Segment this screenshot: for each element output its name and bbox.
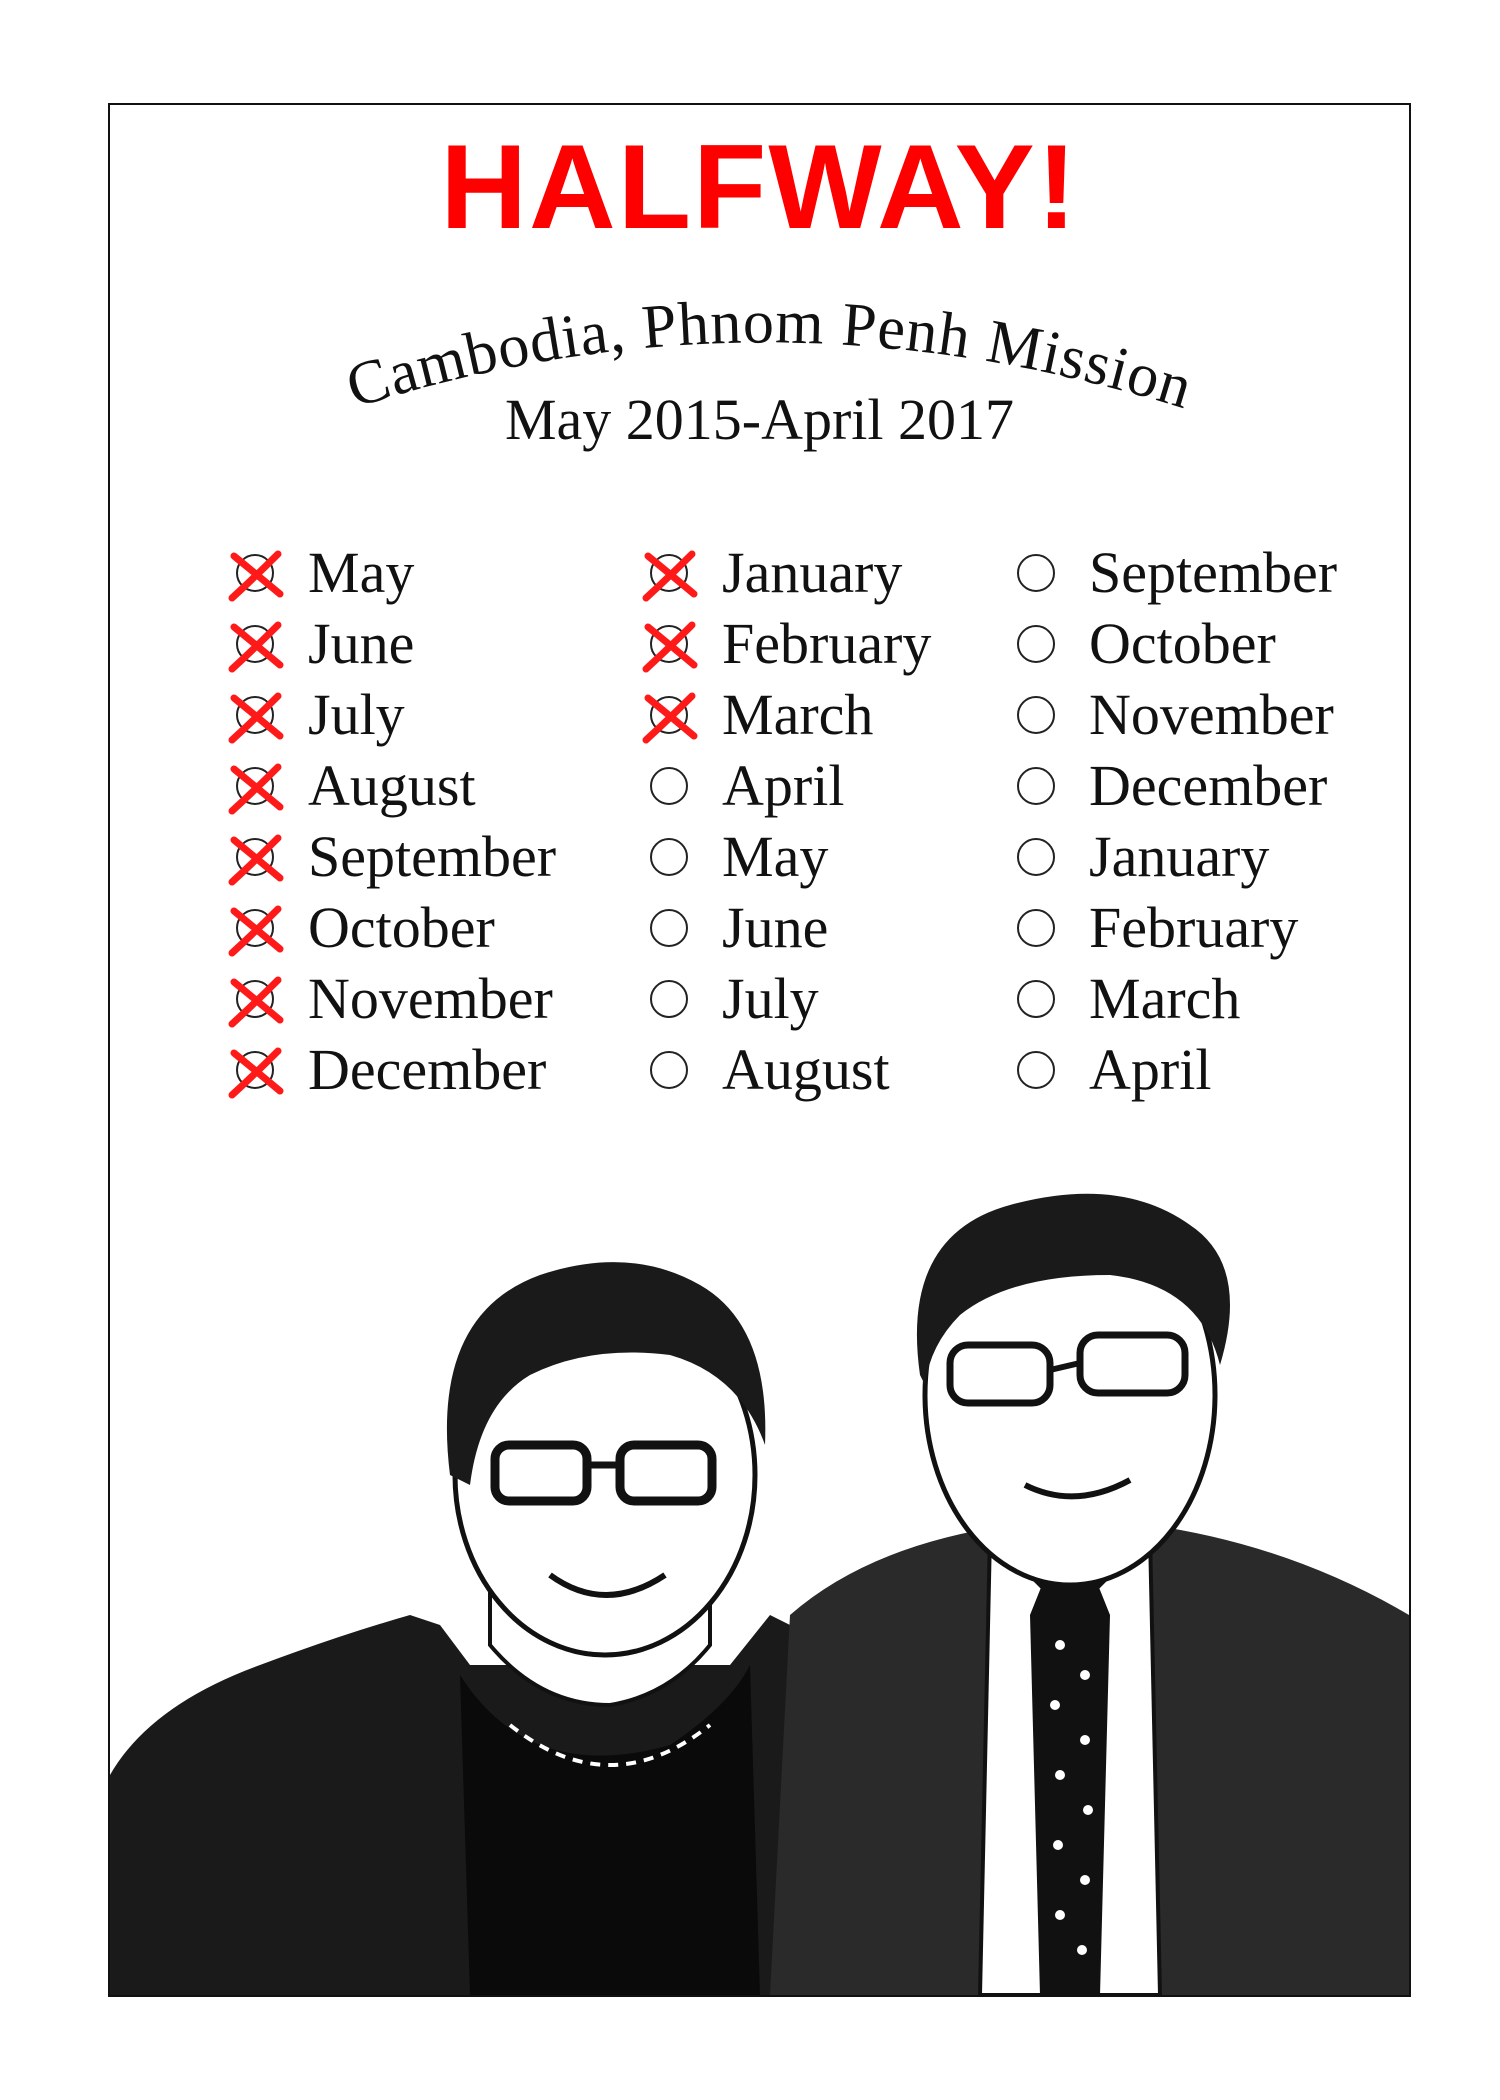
month-item: [236, 608, 556, 679]
checkbox-circle-icon: [1017, 1051, 1055, 1089]
month-label: June: [308, 611, 415, 676]
month-column-1: [236, 537, 556, 1105]
month-item: [236, 750, 556, 821]
month-label: January: [722, 540, 903, 605]
month-label: February: [722, 611, 932, 676]
month-item: [1017, 963, 1337, 1034]
checkbox-circle-icon: [650, 1051, 688, 1089]
month-item: [650, 821, 931, 892]
month-item: [650, 537, 931, 608]
red-cross-mark-icon: [226, 899, 288, 961]
checkbox-circle-icon: [650, 909, 688, 947]
checkbox-circle-icon: [236, 696, 274, 734]
month-item: [650, 750, 931, 821]
month-item: [650, 679, 931, 750]
checkbox-circle-icon: [1017, 909, 1055, 947]
headline: HALFWAY!: [440, 120, 1079, 254]
month-label: August: [722, 1037, 890, 1102]
checkbox-circle-icon: [236, 838, 274, 876]
checkbox-circle-icon: [1017, 554, 1055, 592]
month-item: [650, 608, 931, 679]
month-label: March: [1089, 966, 1241, 1031]
month-label: November: [308, 966, 553, 1031]
red-cross-mark-icon: [226, 970, 288, 1032]
month-label: July: [722, 966, 819, 1031]
red-cross-mark-icon: [226, 686, 288, 748]
checkbox-circle-icon: [650, 838, 688, 876]
red-cross-mark-icon: [640, 686, 702, 748]
month-column-3: [1017, 537, 1337, 1105]
checkbox-circle-icon: [650, 767, 688, 805]
mission-title-text: Cambodia, Phnom Penh Mission: [338, 288, 1201, 423]
checkbox-circle-icon: [1017, 696, 1055, 734]
month-item: [650, 963, 931, 1034]
checkbox-circle-icon: [236, 625, 274, 663]
month-label: October: [1089, 611, 1276, 676]
month-label: September: [308, 824, 557, 889]
checkbox-circle-icon: [1017, 625, 1055, 663]
checkbox-circle-icon: [236, 909, 274, 947]
month-item: [650, 892, 931, 963]
month-label: December: [308, 1037, 547, 1102]
month-item: [236, 537, 556, 608]
red-cross-mark-icon: [226, 615, 288, 677]
red-cross-mark-icon: [640, 544, 702, 606]
checkbox-circle-icon: [650, 625, 688, 663]
month-item: [1017, 750, 1337, 821]
month-label: April: [1089, 1037, 1212, 1102]
month-label: February: [1089, 895, 1299, 960]
month-label: May: [308, 540, 415, 605]
checkbox-circle-icon: [1017, 980, 1055, 1018]
month-item: [1017, 892, 1337, 963]
month-item: [236, 963, 556, 1034]
month-item: [236, 679, 556, 750]
month-item: [236, 892, 556, 963]
month-label: January: [1089, 824, 1270, 889]
checkbox-circle-icon: [236, 554, 274, 592]
month-label: July: [308, 682, 405, 747]
month-item: [1017, 679, 1337, 750]
checkbox-circle-icon: [236, 980, 274, 1018]
red-cross-mark-icon: [640, 615, 702, 677]
month-item: [236, 821, 556, 892]
month-item: [1017, 537, 1337, 608]
month-item: [650, 1034, 931, 1105]
month-label: May: [722, 824, 829, 889]
month-item: [1017, 608, 1337, 679]
checkbox-circle-icon: [1017, 838, 1055, 876]
month-label: August: [308, 753, 476, 818]
checkbox-circle-icon: [1017, 767, 1055, 805]
service-dates: May 2015-April 2017: [504, 387, 1015, 452]
red-cross-mark-icon: [226, 828, 288, 890]
red-cross-mark-icon: [226, 544, 288, 606]
poster: [108, 103, 1411, 1997]
month-label: October: [308, 895, 495, 960]
checkbox-circle-icon: [236, 1051, 274, 1089]
month-label: November: [1089, 682, 1334, 747]
checkbox-circle-icon: [236, 767, 274, 805]
man-tie: [1030, 1565, 1110, 1995]
red-cross-mark-icon: [226, 757, 288, 819]
month-label: September: [1089, 540, 1338, 605]
checkbox-circle-icon: [650, 554, 688, 592]
red-cross-mark-icon: [226, 1041, 288, 1103]
month-item: [1017, 821, 1337, 892]
month-label: June: [722, 895, 829, 960]
checkbox-circle-icon: [650, 696, 688, 734]
couple-portrait-illustration: [110, 1145, 1409, 1995]
month-item: [236, 1034, 556, 1105]
month-item: [1017, 1034, 1337, 1105]
month-label: March: [722, 682, 874, 747]
checkbox-circle-icon: [650, 980, 688, 1018]
month-column-2: [650, 537, 931, 1105]
month-label: April: [722, 753, 845, 818]
month-label: December: [1089, 753, 1328, 818]
